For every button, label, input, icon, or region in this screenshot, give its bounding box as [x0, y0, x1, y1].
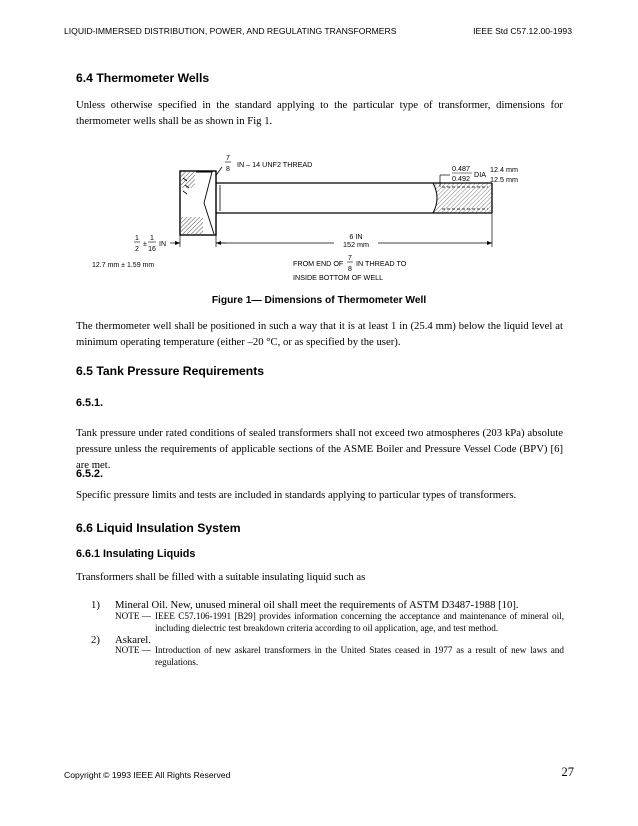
length-inches: 6 IN	[349, 232, 363, 241]
head-dim-arrow-left	[175, 241, 180, 245]
head-frac-a-den: 2	[135, 246, 139, 253]
list-item-number: 1)	[91, 599, 100, 611]
thermometer-well-drawing	[0, 145, 638, 285]
section-6-6-heading: 6.6 Liquid Insulation System	[76, 521, 241, 535]
dia-inch-bottom: 0.492	[452, 174, 470, 183]
thread-fraction-num: 7	[226, 155, 230, 162]
note-label: NOTE —	[115, 611, 151, 621]
head-plus-minus: ±	[143, 241, 147, 248]
head-frac-b-den: 16	[148, 246, 156, 253]
well-position-paragraph: The thermometer well shall be positioned in such a way that it is at least 1 in (25.4 mm) below the liquid level at minimum operating temperature (either –20 °C, or as specified by the user).	[76, 320, 563, 348]
section-6-5-2-heading: 6.5.2.	[76, 468, 104, 480]
head-unit: IN	[159, 241, 166, 248]
section-6-5-2-body: Specific pressure limits and tests are included in standards applying to particular types of transformers.	[76, 489, 517, 501]
section-6-6-1-intro: Transformers shall be filled with a suitable insulating liquid such as	[76, 571, 366, 583]
section-6-5-1-heading: 6.5.1.	[76, 397, 104, 409]
head-hatch-bottom	[181, 217, 203, 234]
dia-label: DIA	[474, 170, 486, 179]
note-label: NOTE —	[115, 645, 151, 655]
from-end-text-b: IN THREAD TO	[356, 259, 407, 268]
footer-copyright: Copyright © 1993 IEEE All Rights Reserved	[64, 770, 231, 780]
tube-bore-hatch	[433, 183, 492, 213]
section-6-5-1-body: Tank pressure under rated conditions of sealed transformers shall not exceed two atmospheres (203 kPa) absolute pressure unless the requirements of applicable sections of the ASME Boiler and Pressure Vessel Code (BPV) [6] are met.	[76, 427, 563, 471]
dia-mm-bottom: 12.5 mm	[490, 175, 518, 184]
section-6-4-heading: 6.4 Thermometer Wells	[76, 71, 210, 85]
from-end-frac-num: 7	[348, 255, 352, 262]
head-frac-a-num: 1	[135, 235, 139, 242]
note-text: IEEE C57.106-1991 [B29] provides information concerning the acceptance and maintenance of mineral oil, including dielectric test breakdown criteria according to oil application, age, and test method.	[155, 611, 564, 633]
section-6-4-body: Unless otherwise specified in the standard applying to the particular type of transformer, dimensions for thermometer wells shall be as shown in Fig 1.	[76, 99, 563, 127]
from-end-text-a: FROM END OF	[293, 259, 344, 268]
head-hatch-top	[181, 172, 195, 188]
length-dim-arrow	[487, 241, 492, 245]
thread-fraction-den: 8	[226, 166, 230, 173]
section-6-5-heading: 6.5 Tank Pressure Requirements	[76, 364, 265, 378]
length-mm: 152 mm	[343, 240, 369, 249]
list-item-text: Mineral Oil. New, unused mineral oil shall meet the requirements of ASTM D3487-1988 [10].	[115, 599, 519, 611]
head-dim-mm: 12.7 mm ± 1.59 mm	[92, 262, 155, 269]
thread-label: IN – 14 UNF2 THREAD	[237, 160, 313, 169]
from-end-text-c: INSIDE BOTTOM OF WELL	[293, 273, 384, 282]
list-item-text: Askarel.	[115, 634, 151, 646]
note-text: Introduction of new askarel transformers in the United States ceased in 1977 as a result of new laws and regulations.	[155, 645, 564, 667]
dia-mm-top: 12.4 mm	[490, 165, 518, 174]
figure-thermometer-well	[0, 145, 638, 285]
head-frac-b-num: 1	[150, 235, 154, 242]
section-6-6-1-heading: 6.6.1 Insulating Liquids	[76, 548, 196, 560]
figure-caption: Figure 1— Dimensions of Thermometer Well	[211, 295, 427, 306]
running-header-standard: IEEE Std C57.12.00-1993	[473, 26, 572, 36]
dia-inch-top: 0.487	[452, 164, 470, 173]
running-header-title: LIQUID-IMMERSED DISTRIBUTION, POWER, AND REGULATING TRANSFORMERS	[64, 26, 397, 36]
list-item-number: 2)	[91, 634, 100, 646]
from-end-frac-den: 8	[348, 266, 352, 273]
page-number: 27	[561, 765, 574, 779]
